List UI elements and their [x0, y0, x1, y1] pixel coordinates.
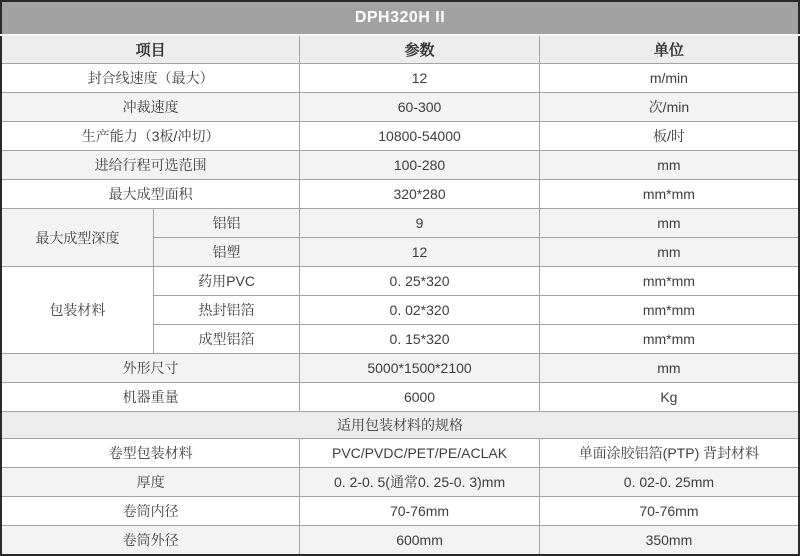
col-header-param: 参数: [300, 35, 540, 64]
table-title-row: [1, 1, 799, 35]
spec-subitem: 热封铝箔: [153, 296, 299, 325]
spec-unit: 单面涂胶铝箔(PTP) 背封材料: [539, 439, 799, 468]
spec-unit: m/min: [539, 64, 799, 93]
spec-param: 100-280: [300, 151, 540, 180]
spec-item: 进给行程可选范围: [1, 151, 300, 180]
spec-unit: mm*mm: [539, 267, 799, 296]
spec-param: 0. 15*320: [300, 325, 540, 354]
spec-item: 卷筒外径: [1, 526, 300, 555]
spec-param: 6000: [300, 383, 540, 412]
spec-unit: 70-76mm: [539, 497, 799, 526]
spec-row-inner-diameter: [1, 497, 799, 526]
spec-row-capacity: [1, 122, 799, 151]
spec-item: 最大成型面积: [1, 180, 300, 209]
spec-param: 0. 25*320: [300, 267, 540, 296]
spec-row-thickness: [1, 468, 799, 497]
section-header-row: [1, 412, 799, 439]
spec-row-feed-stroke: [1, 151, 799, 180]
spec-row-roll-material: [1, 439, 799, 468]
spec-param: 70-76mm: [300, 497, 540, 526]
spec-unit: mm*mm: [539, 296, 799, 325]
spec-row-dimensions: [1, 354, 799, 383]
spec-unit: 0. 02-0. 25mm: [539, 468, 799, 497]
spec-item: 机器重量: [1, 383, 300, 412]
spec-row-weight: [1, 383, 799, 412]
spec-item: 冲裁速度: [1, 93, 300, 122]
spec-param: 9: [300, 209, 540, 238]
col-header-item: 项目: [1, 35, 300, 64]
spec-param: 600mm: [300, 526, 540, 555]
spec-group-label: 包装材料: [1, 267, 153, 354]
spec-subitem: 成型铝箔: [153, 325, 299, 354]
spec-param: 60-300: [300, 93, 540, 122]
spec-unit: mm*mm: [539, 180, 799, 209]
spec-item: 封合线速度（最大）: [1, 64, 300, 93]
column-header-row: [1, 35, 799, 64]
spec-item: 外形尺寸: [1, 354, 300, 383]
spec-param: 0. 2-0. 5(通常0. 25-0. 3)mm: [300, 468, 540, 497]
spec-subitem: 药用PVC: [153, 267, 299, 296]
spec-item: 生产能力（3板/冲切）: [1, 122, 300, 151]
col-header-unit: 单位: [539, 35, 799, 64]
spec-param: 10800-54000: [300, 122, 540, 151]
spec-unit: mm: [539, 151, 799, 180]
spec-unit: 350mm: [539, 526, 799, 555]
spec-item: 卷型包装材料: [1, 439, 300, 468]
spec-row-material-pvc: [1, 267, 799, 296]
spec-param: 12: [300, 238, 540, 267]
spec-param: 0. 02*320: [300, 296, 540, 325]
spec-unit: Kg: [539, 383, 799, 412]
spec-unit: mm*mm: [539, 325, 799, 354]
section-title: 适用包装材料的规格: [1, 412, 799, 439]
spec-param: 12: [300, 64, 540, 93]
spec-unit: 板/时: [539, 122, 799, 151]
spec-param: 5000*1500*2100: [300, 354, 540, 383]
spec-item: 卷筒内径: [1, 497, 300, 526]
spec-row-punch-speed: [1, 93, 799, 122]
spec-unit: 次/min: [539, 93, 799, 122]
spec-unit: mm: [539, 354, 799, 383]
spec-subitem: 铝铝: [153, 209, 299, 238]
spec-unit: mm: [539, 209, 799, 238]
spec-unit: mm: [539, 238, 799, 267]
spec-subitem: 铝塑: [153, 238, 299, 267]
spec-item: 厚度: [1, 468, 300, 497]
spec-row-seal-speed: [1, 64, 799, 93]
spec-param: 320*280: [300, 180, 540, 209]
spec-row-depth-alu-alu: [1, 209, 799, 238]
model-title: DPH320H II: [1, 1, 799, 35]
spec-param: PVC/PVDC/PET/PE/ACLAK: [300, 439, 540, 468]
spec-group-label: 最大成型深度: [1, 209, 153, 267]
spec-row-forming-area: [1, 180, 799, 209]
spec-row-outer-diameter: [1, 526, 799, 555]
